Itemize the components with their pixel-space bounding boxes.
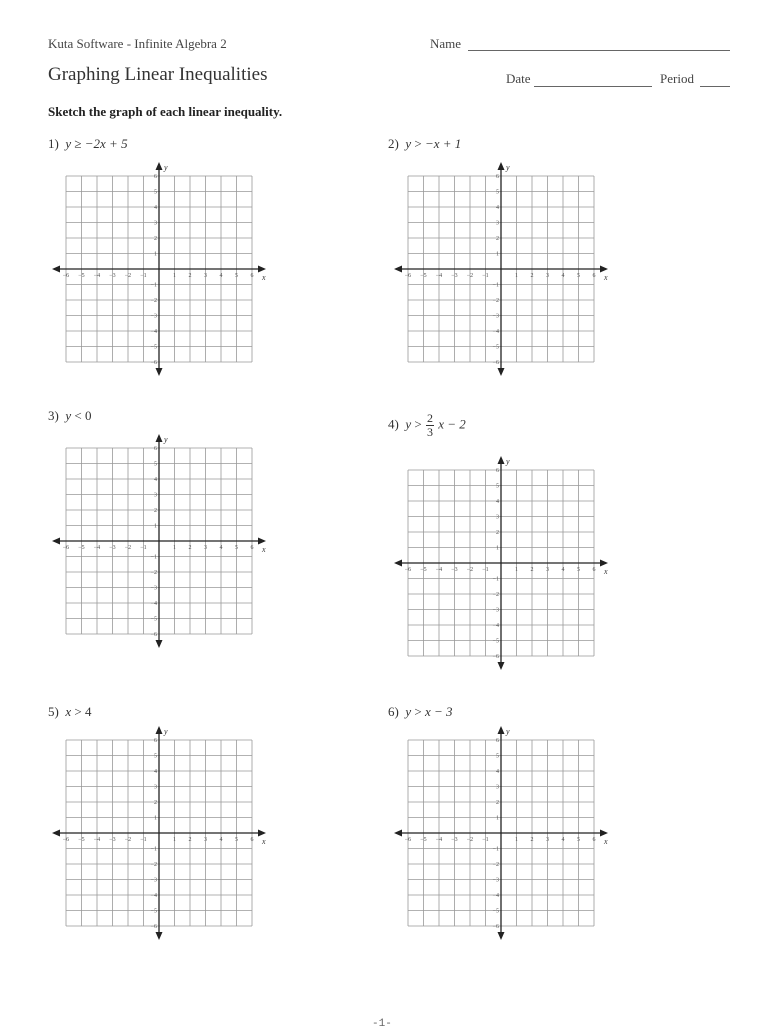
y-tick-label: −3	[492, 607, 499, 614]
y-tick-label: −6	[492, 924, 499, 930]
y-tick-label: 4	[496, 205, 499, 211]
y-tick-label: −6	[150, 924, 157, 930]
graph-2[interactable]	[390, 158, 610, 380]
y-axis-label: y	[506, 457, 510, 466]
y-tick-label: −3	[492, 313, 499, 320]
y-tick-label: −5	[150, 344, 157, 351]
y-tick-label: 6	[496, 174, 499, 180]
problem-rhs: x − 3	[424, 704, 453, 719]
y-tick-label: 6	[496, 468, 499, 474]
problem-rhs: 0	[84, 408, 92, 423]
problem-lhs: y	[405, 704, 412, 719]
x-tick-label: 1	[173, 273, 176, 279]
x-tick-label: 1	[173, 545, 176, 551]
x-tick-label: 3	[546, 567, 549, 573]
y-tick-label: −5	[492, 908, 499, 915]
x-tick-label: −3	[451, 567, 458, 573]
x-axis-arrow-left	[394, 830, 402, 837]
y-tick-label: −4	[492, 329, 499, 335]
x-axis-arrow-right	[600, 266, 608, 273]
page-number: -1-	[372, 1018, 392, 1030]
x-tick-label: 1	[515, 273, 518, 279]
x-tick-label: −2	[124, 545, 132, 551]
y-tick-label: 2	[496, 800, 499, 806]
x-tick-label: 2	[530, 837, 534, 843]
software-name: Kuta Software - Infinite Algebra 2	[48, 36, 227, 51]
x-axis-arrow-left	[394, 266, 402, 273]
x-tick-label: −5	[78, 273, 85, 279]
x-tick-label: 3	[204, 545, 207, 551]
date-line[interactable]	[534, 86, 652, 87]
y-tick-label: 2	[154, 236, 157, 242]
y-tick-label: 1	[496, 815, 499, 822]
problem-operator: >	[414, 416, 422, 432]
page-title: Graphing Linear Inequalities	[48, 64, 268, 85]
x-tick-label: −4	[435, 567, 443, 573]
y-tick-label: 3	[496, 514, 499, 521]
x-tick-label: 4	[561, 273, 565, 279]
y-tick-label: 1	[154, 251, 157, 258]
fraction-numerator: 2	[426, 411, 433, 425]
x-tick-label: −4	[93, 545, 101, 551]
x-tick-label: −3	[451, 837, 458, 843]
x-tick-label: 2	[188, 273, 192, 279]
x-tick-label: −1	[140, 273, 147, 279]
graph-1[interactable]	[48, 158, 268, 380]
problem-rhs: 4	[84, 704, 92, 719]
y-tick-label: 2	[154, 800, 157, 806]
x-tick-label: 6	[250, 837, 254, 843]
y-tick-label: −3	[150, 313, 157, 320]
y-tick-label: 5	[496, 753, 499, 760]
problem-rhs: x − 2	[438, 416, 466, 432]
x-tick-label: −5	[420, 567, 427, 573]
problem-lhs: y	[65, 136, 72, 151]
y-tick-label: 4	[496, 499, 499, 505]
x-tick-label: 5	[577, 837, 580, 843]
x-axis-arrow-right	[258, 538, 266, 545]
y-tick-label: 3	[496, 220, 499, 227]
y-tick-label: −2	[492, 298, 499, 304]
x-tick-label: −4	[93, 273, 101, 279]
x-tick-label: 4	[219, 837, 223, 843]
y-tick-label: −1	[150, 282, 157, 289]
problem-operator: >	[414, 704, 422, 719]
x-tick-label: 5	[577, 273, 580, 279]
x-tick-label: 5	[235, 837, 238, 843]
x-tick-label: −2	[124, 273, 132, 279]
y-tick-label: −3	[150, 877, 157, 884]
x-tick-label: 3	[204, 273, 207, 279]
y-tick-label: 3	[154, 220, 157, 227]
y-tick-label: 5	[154, 753, 157, 760]
problem-5	[48, 704, 91, 720]
x-axis-arrow-left	[52, 538, 60, 545]
y-tick-label: 2	[154, 508, 157, 514]
y-axis-arrow-down	[498, 662, 505, 670]
period-label: Period	[660, 71, 694, 86]
x-tick-label: −5	[420, 273, 427, 279]
x-tick-label: −2	[124, 837, 132, 843]
problem-rhs: −x + 1	[424, 136, 462, 151]
problem-number: 3)	[48, 408, 59, 423]
y-tick-label: −2	[150, 570, 157, 576]
x-tick-label: −2	[466, 273, 474, 279]
y-tick-label: 6	[154, 446, 157, 452]
problem-number: 5)	[48, 704, 59, 719]
problem-2	[388, 136, 461, 152]
x-tick-label: −6	[404, 273, 412, 279]
x-axis-label: x	[604, 273, 608, 282]
y-tick-label: 5	[496, 483, 499, 490]
x-axis-arrow-right	[600, 830, 608, 837]
y-axis-label: y	[506, 163, 510, 172]
y-axis-arrow-down	[498, 932, 505, 940]
problem-number: 2)	[388, 136, 399, 151]
y-tick-label: −5	[492, 638, 499, 645]
x-tick-label: −3	[109, 545, 116, 551]
x-tick-label: 6	[250, 545, 254, 551]
y-tick-label: −6	[150, 360, 157, 366]
x-tick-label: 2	[188, 837, 192, 843]
x-axis-label: x	[262, 273, 266, 282]
y-tick-label: 5	[154, 189, 157, 196]
x-tick-label: −6	[62, 837, 70, 843]
x-axis-label: x	[262, 545, 266, 554]
x-tick-label: −1	[140, 837, 147, 843]
y-tick-label: 4	[154, 205, 157, 211]
x-axis-arrow-right	[258, 830, 266, 837]
y-tick-label: −1	[150, 846, 157, 853]
y-axis-arrow-up	[498, 726, 505, 734]
y-tick-label: 6	[154, 174, 157, 180]
y-tick-label: −4	[492, 623, 499, 629]
y-axis-arrow-up	[498, 162, 505, 170]
x-tick-label: −6	[404, 837, 412, 843]
x-tick-label: 3	[204, 837, 207, 843]
y-tick-label: 1	[154, 815, 157, 822]
problem-number: 1)	[48, 136, 59, 151]
y-tick-label: 1	[154, 523, 157, 530]
x-tick-label: −6	[404, 567, 412, 573]
graph-5[interactable]	[48, 722, 268, 944]
y-tick-label: 2	[496, 236, 499, 242]
x-tick-label: −2	[466, 567, 474, 573]
x-tick-label: 2	[530, 273, 534, 279]
x-tick-label: 6	[250, 273, 254, 279]
y-tick-label: −5	[150, 908, 157, 915]
y-tick-label: 4	[154, 477, 157, 483]
x-axis-arrow-left	[52, 266, 60, 273]
y-tick-label: −5	[492, 344, 499, 351]
x-axis-arrow-right	[600, 560, 608, 567]
y-axis-arrow-down	[156, 640, 163, 648]
problem-lhs: y	[65, 408, 72, 423]
y-tick-label: 4	[154, 769, 157, 775]
x-tick-label: 6	[592, 567, 596, 573]
y-tick-label: −3	[492, 877, 499, 884]
x-axis-arrow-left	[394, 560, 402, 567]
instructions: Sketch the graph of each linear inequality.	[48, 104, 283, 119]
y-axis-label: y	[506, 727, 510, 736]
name-label: Name	[430, 36, 462, 51]
problem-lhs: x	[65, 704, 72, 719]
problem-operator: <	[74, 408, 82, 423]
x-tick-label: −6	[62, 273, 70, 279]
problem-lhs: y	[405, 416, 412, 432]
x-tick-label: 4	[561, 837, 565, 843]
y-tick-label: −4	[150, 329, 157, 335]
graph-3[interactable]	[48, 430, 268, 652]
x-axis-arrow-right	[258, 266, 266, 273]
y-tick-label: 3	[496, 784, 499, 791]
y-axis-label: y	[164, 163, 168, 172]
problem-operator: >	[414, 136, 422, 151]
problem-6	[388, 704, 453, 720]
y-tick-label: −3	[150, 585, 157, 592]
y-tick-label: 3	[154, 784, 157, 791]
y-tick-label: 6	[154, 738, 157, 744]
problem-operator: ≥	[74, 136, 82, 151]
x-tick-label: −6	[62, 545, 70, 551]
y-axis-arrow-up	[156, 434, 163, 442]
x-tick-label: −1	[482, 567, 489, 573]
problem-number: 6)	[388, 704, 399, 719]
y-tick-label: 1	[496, 545, 499, 552]
x-tick-label: 2	[530, 567, 534, 573]
x-tick-label: 4	[219, 273, 223, 279]
problem-4	[388, 412, 466, 439]
graph-6[interactable]	[390, 722, 610, 944]
x-tick-label: −4	[93, 837, 101, 843]
y-tick-label: −2	[492, 592, 499, 598]
x-tick-label: 4	[561, 567, 565, 573]
y-tick-label: 2	[496, 530, 499, 536]
fraction-denominator: 3	[426, 425, 433, 439]
y-axis-arrow-down	[156, 368, 163, 376]
x-tick-label: 1	[515, 837, 518, 843]
problem-fraction	[426, 412, 434, 439]
y-tick-label: 6	[496, 738, 499, 744]
x-tick-label: −1	[482, 837, 489, 843]
y-tick-label: −2	[150, 298, 157, 304]
problem-rhs: −2x + 5	[84, 136, 128, 151]
y-tick-label: −1	[492, 846, 499, 853]
y-tick-label: −1	[492, 282, 499, 289]
x-tick-label: 2	[188, 545, 192, 551]
x-tick-label: −5	[78, 837, 85, 843]
y-tick-label: −1	[492, 576, 499, 583]
x-tick-label: −5	[420, 837, 427, 843]
y-tick-label: −4	[150, 601, 157, 607]
y-tick-label: 4	[496, 769, 499, 775]
x-tick-label: 3	[546, 273, 549, 279]
y-axis-arrow-up	[156, 726, 163, 734]
graph-4[interactable]	[390, 452, 610, 674]
x-tick-label: −4	[435, 273, 443, 279]
y-axis-arrow-down	[156, 932, 163, 940]
x-tick-label: 6	[592, 273, 596, 279]
x-tick-label: −1	[140, 545, 147, 551]
y-tick-label: −4	[150, 893, 157, 899]
x-tick-label: 5	[577, 567, 580, 573]
x-axis-label: x	[604, 567, 608, 576]
y-axis-label: y	[164, 435, 168, 444]
y-tick-label: 1	[496, 251, 499, 258]
x-tick-label: −3	[109, 837, 116, 843]
name-line[interactable]	[468, 50, 730, 51]
x-tick-label: −1	[482, 273, 489, 279]
y-tick-label: −6	[492, 654, 499, 660]
x-axis-label: x	[604, 837, 608, 846]
problem-lhs: y	[405, 136, 412, 151]
y-axis-arrow-up	[156, 162, 163, 170]
y-tick-label: 5	[154, 461, 157, 468]
y-tick-label: −6	[150, 632, 157, 638]
x-tick-label: −5	[78, 545, 85, 551]
y-tick-label: −5	[150, 616, 157, 623]
problem-3	[48, 408, 91, 424]
problem-number: 4)	[388, 416, 399, 432]
x-axis-label: x	[262, 837, 266, 846]
y-tick-label: 5	[496, 189, 499, 196]
y-axis-arrow-up	[498, 456, 505, 464]
x-axis-arrow-left	[52, 830, 60, 837]
x-tick-label: 1	[173, 837, 176, 843]
x-tick-label: −3	[109, 273, 116, 279]
y-tick-label: 3	[154, 492, 157, 499]
x-tick-label: −2	[466, 837, 474, 843]
y-tick-label: −2	[150, 862, 157, 868]
x-tick-label: 5	[235, 273, 238, 279]
y-axis-arrow-down	[498, 368, 505, 376]
date-label: Date	[506, 71, 531, 86]
problem-operator: >	[74, 704, 82, 719]
problem-1	[48, 136, 128, 152]
x-tick-label: −3	[451, 273, 458, 279]
period-line[interactable]	[700, 86, 730, 87]
x-tick-label: 1	[515, 567, 518, 573]
x-tick-label: 5	[235, 545, 238, 551]
y-tick-label: −6	[492, 360, 499, 366]
x-tick-label: −4	[435, 837, 443, 843]
x-tick-label: 4	[219, 545, 223, 551]
y-tick-label: −1	[150, 554, 157, 561]
x-tick-label: 3	[546, 837, 549, 843]
y-tick-label: −2	[492, 862, 499, 868]
y-tick-label: −4	[492, 893, 499, 899]
y-axis-label: y	[164, 727, 168, 736]
x-tick-label: 6	[592, 837, 596, 843]
